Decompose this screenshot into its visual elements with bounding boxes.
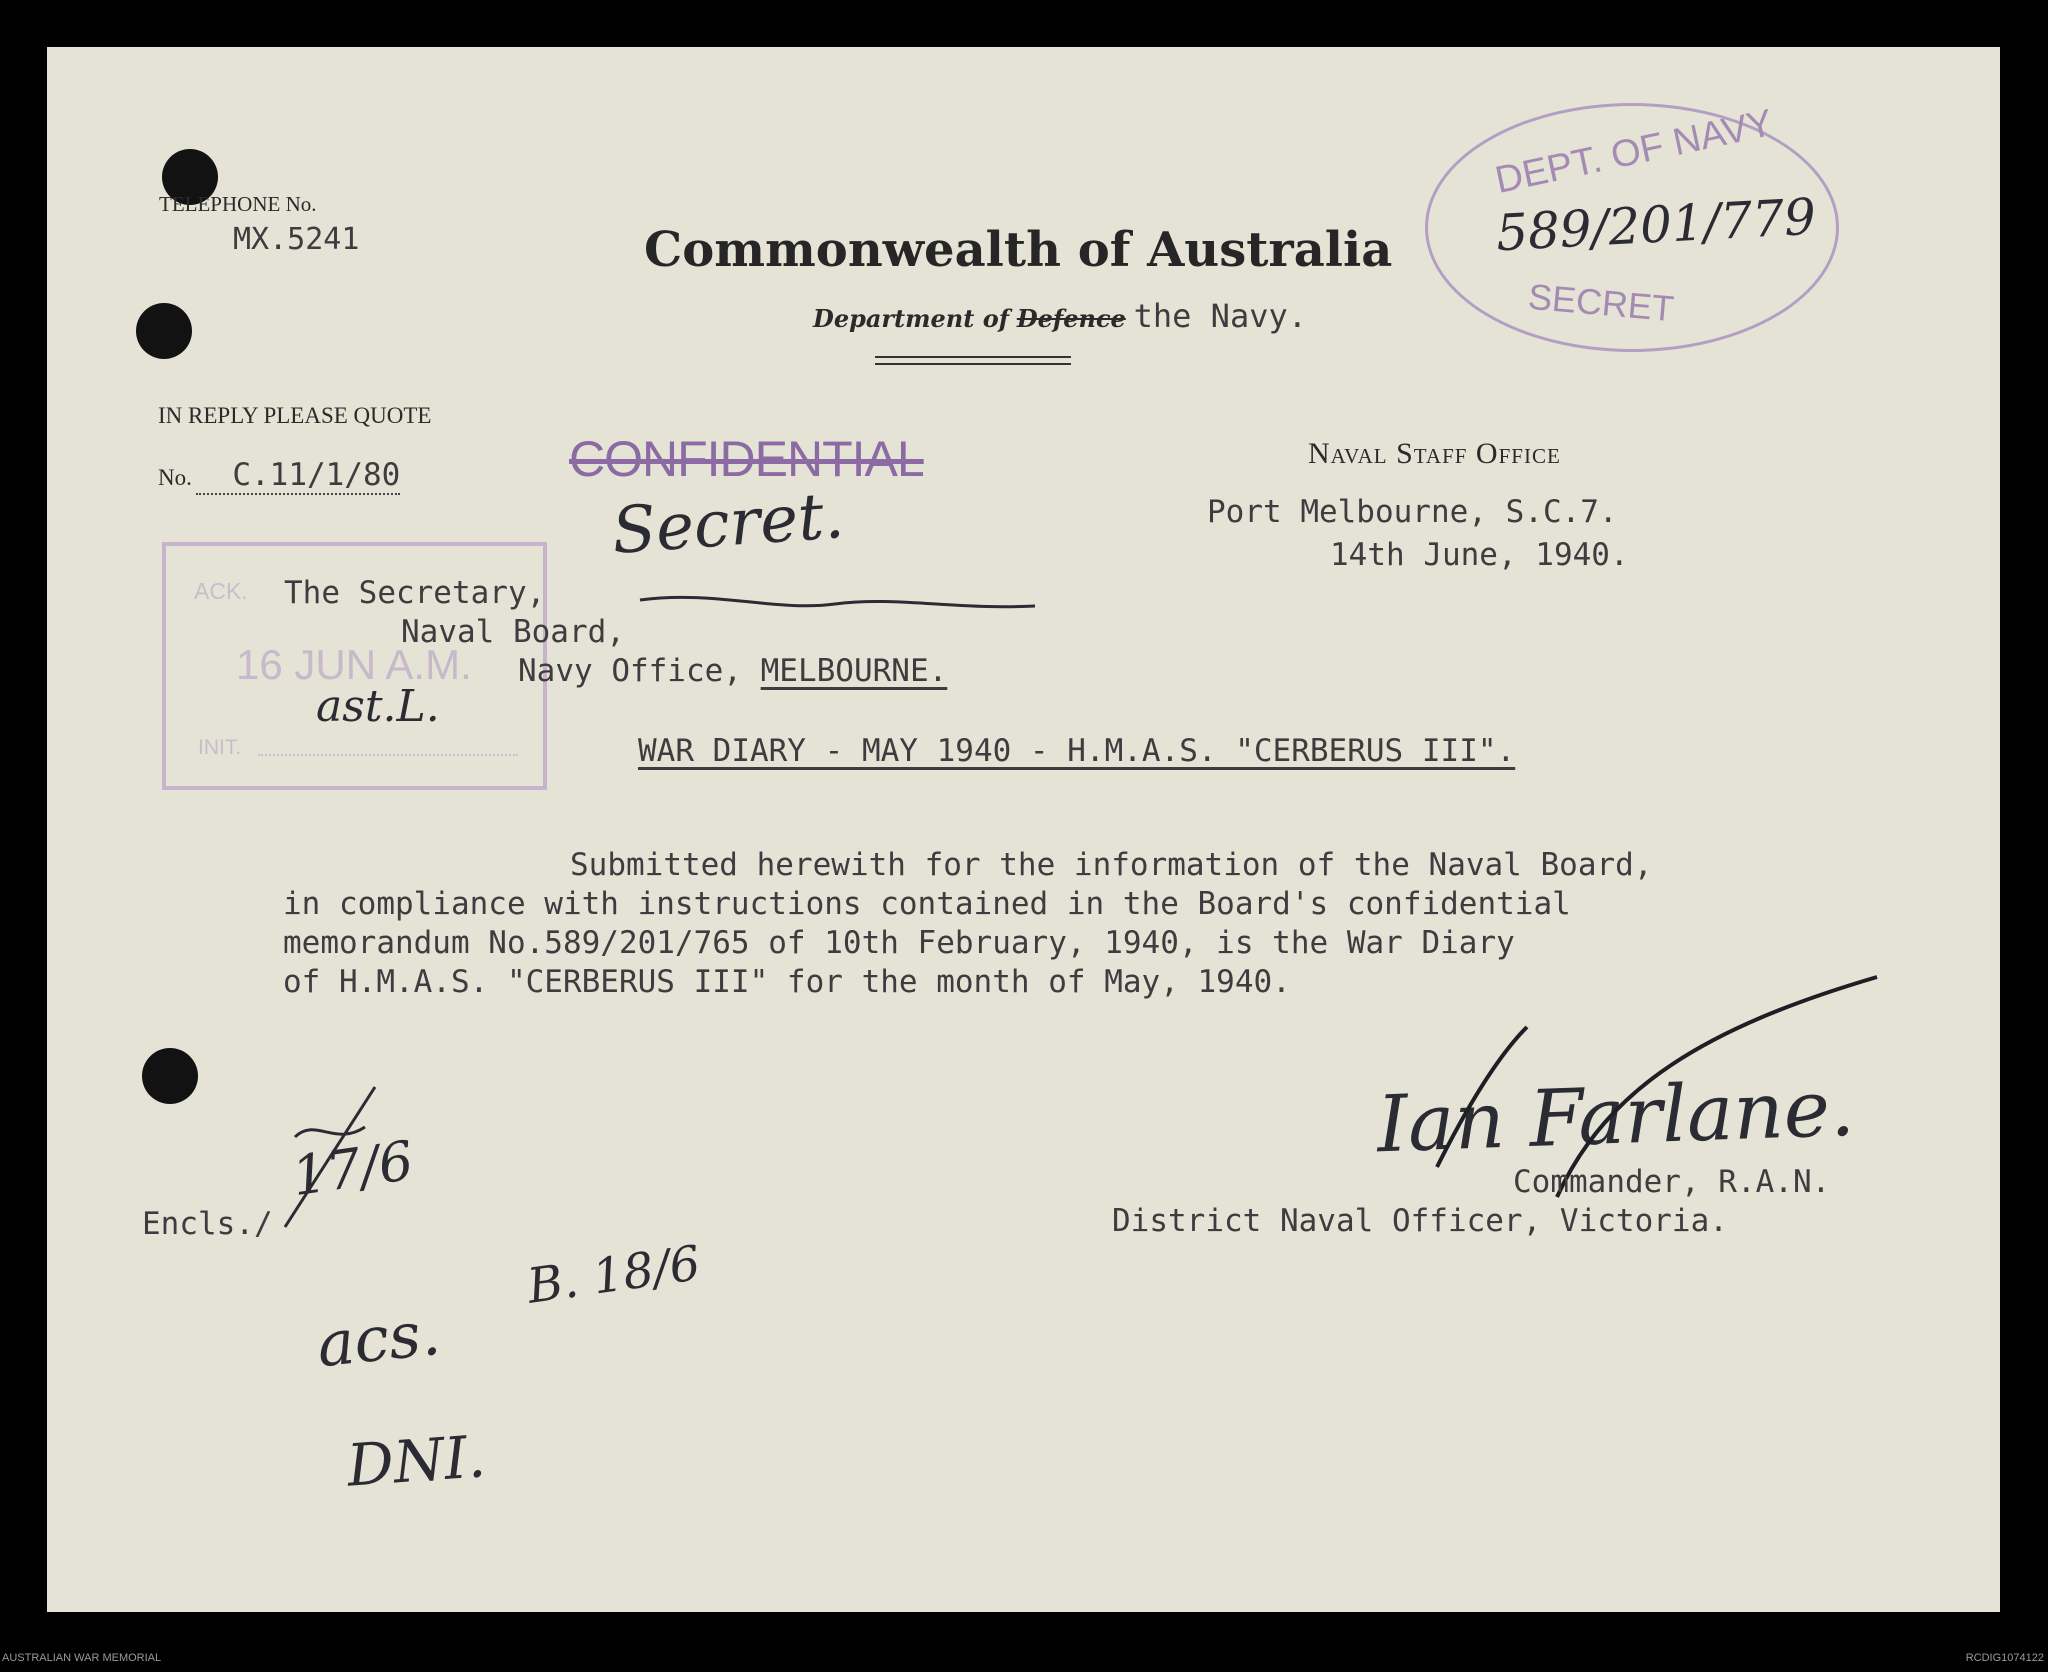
letter-page — [47, 47, 2000, 1612]
recipient-line-3 — [518, 653, 947, 689]
body-line-3: memorandum No.589/201/765 of 10th February, 1940, is the War Diary — [283, 925, 1515, 961]
ack-date: 16 JUN A.M. — [236, 641, 472, 688]
subject-line: WAR DIARY - MAY 1940 - H.M.A.S. "CERBERUS III". — [638, 733, 1516, 769]
telephone-number: MX.5241 — [233, 222, 360, 257]
recipient-office: Navy Office, — [518, 653, 742, 689]
body-line-4: of H.M.A.S. "CERBERUS III" for the month of May, 1940. — [283, 964, 1291, 1000]
footer-id: RCDIG1074122 — [1965, 1652, 2044, 1664]
enclosures-scribble — [275, 1077, 395, 1237]
handwritten-underline — [635, 582, 1045, 622]
handwritten-signature: Ian Farlane. — [1375, 1063, 1857, 1171]
enclosures-label: Encls./ — [142, 1206, 273, 1242]
punch-hole-bottom — [142, 1048, 198, 1104]
heading-rule — [875, 356, 1071, 365]
annotation-note-1-date: B. 18/6 — [523, 1235, 704, 1315]
reference-line — [158, 457, 400, 493]
body-line-1: Submitted herewith for the information of the Naval Board, — [570, 847, 1653, 883]
navy-dept-stamp-bottom: SECRET — [1526, 275, 1676, 330]
ack-init-line — [258, 754, 518, 756]
navy-dept-stamp-top: DEPT. OF NAVY — [1491, 102, 1777, 202]
annotation-note-2: DNI. — [344, 1422, 488, 1500]
recipient-line-1: The Secretary, — [284, 575, 546, 611]
reference-number: C.11/1/80 — [196, 457, 400, 495]
recipient-line-2: Naval Board, — [401, 614, 625, 650]
letter-date: 14th June, 1940. — [1330, 537, 1629, 573]
annotation-note-1: acs. — [313, 1295, 444, 1382]
navy-dept-stamp-number: 589/201/779 — [1494, 187, 1818, 263]
department-struck: Defence — [1016, 304, 1126, 333]
body-line-2: in compliance with instructions contained in the Board's confidential — [283, 886, 1571, 922]
department-line — [813, 297, 1307, 335]
department-typed: the Navy. — [1133, 297, 1307, 335]
navy-dept-stamp — [1425, 103, 1839, 352]
signature-rank: Commander, R.A.N. — [1513, 1164, 1831, 1200]
signature-title: District Naval Officer, Victoria. — [1112, 1203, 1728, 1239]
ack-init-label: INIT. — [198, 736, 242, 759]
telephone-label: TELEPHONE No. — [159, 192, 317, 216]
reply-label: IN REPLY PLEASE QUOTE — [158, 403, 432, 428]
ack-initials: ast.L. — [316, 681, 440, 732]
enclosures-annotation: 17/6 — [288, 1128, 418, 1209]
department-prefix: Department of — [813, 304, 1010, 333]
office-place: Port Melbourne, S.C.7. — [1207, 494, 1618, 530]
confidential-stamp: CONFIDENTIAL — [569, 431, 924, 487]
reference-label: No. — [158, 465, 192, 490]
footer-credit: AUSTRALIAN WAR MEMORIAL — [2, 1652, 162, 1664]
office-name: Naval Staff Office — [1308, 437, 1561, 470]
recipient-city: MELBOURNE. — [760, 653, 948, 689]
ack-label: ACK. — [194, 578, 248, 604]
letterhead-title: Commonwealth of Australia — [644, 222, 1393, 278]
handwritten-secret: Secret. — [609, 478, 847, 570]
punch-hole-middle — [136, 303, 192, 359]
